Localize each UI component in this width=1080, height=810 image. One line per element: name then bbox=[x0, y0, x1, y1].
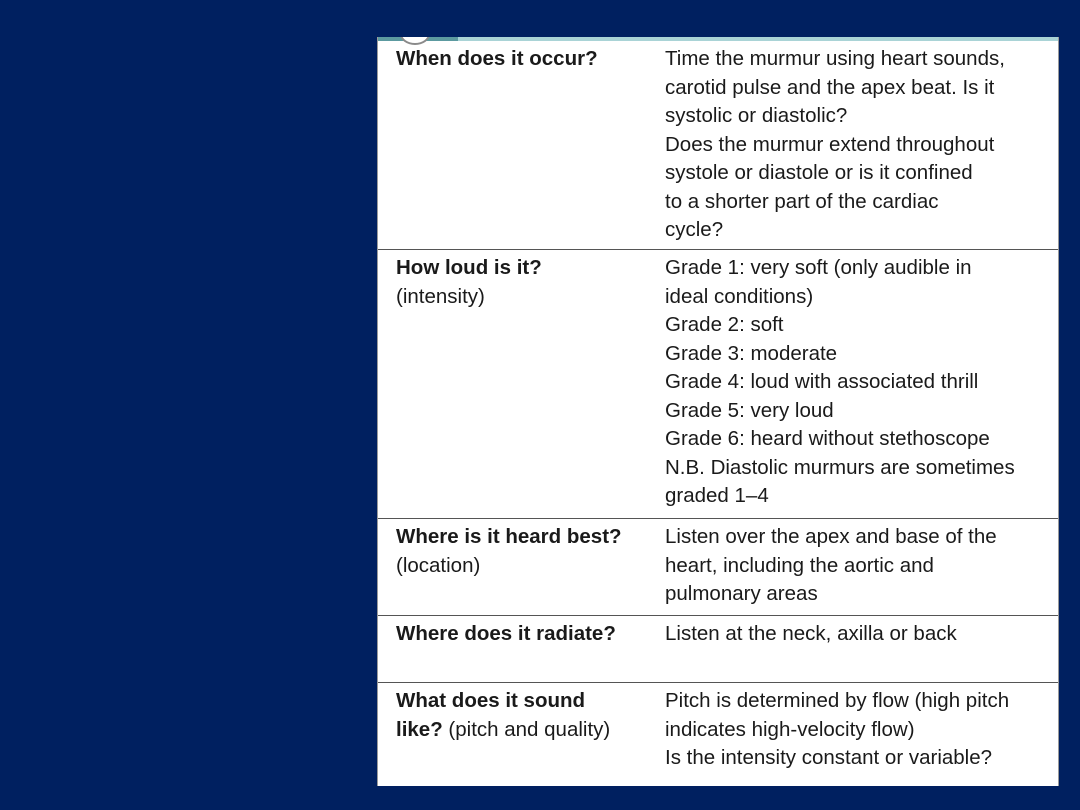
answer-line: Grade 4: loud with associated thrill bbox=[665, 370, 979, 393]
question-bold: Where does it radiate? bbox=[396, 622, 616, 645]
question-cell bbox=[378, 616, 639, 683]
answer-line: N.B. Diastolic murmurs are sometimes bbox=[665, 455, 1015, 479]
answer-line: Pitch is determined by flow (high pitch bbox=[665, 689, 1010, 712]
answer-line: graded 1–4 bbox=[665, 484, 769, 507]
answer-cell bbox=[639, 41, 1058, 250]
table-row bbox=[378, 683, 1058, 782]
answer-line: Grade 6: heard without stethoscope bbox=[665, 427, 990, 450]
answer-line: ideal conditions) bbox=[665, 284, 814, 308]
answer-line: indicates high-velocity flow) bbox=[665, 717, 915, 741]
question-bold: When does it occur? bbox=[396, 47, 598, 70]
answer-line: pulmonary areas bbox=[665, 582, 818, 605]
answer-cell bbox=[639, 616, 1058, 683]
answer-line: Is the intensity constant or variable? bbox=[665, 746, 993, 769]
answer-line: cycle? bbox=[665, 218, 724, 241]
answer-line: Grade 5: very loud bbox=[665, 398, 834, 422]
question-cell bbox=[378, 250, 639, 519]
question-qualifier: (location) bbox=[396, 553, 481, 577]
question-cell bbox=[378, 683, 639, 782]
answer-line: Grade 3: moderate bbox=[665, 341, 838, 365]
answer-line: to a shorter part of the cardiac bbox=[665, 189, 939, 213]
answer-line: heart, including the aortic and bbox=[665, 553, 934, 577]
question-bold: Where is it heard best? bbox=[396, 525, 622, 548]
answer-line: Listen over the apex and base of the bbox=[665, 525, 997, 548]
murmur-table bbox=[378, 41, 1058, 781]
answer-line: Grade 1: very soft (only audible in bbox=[665, 256, 972, 279]
question-bold: What does it sound like? bbox=[396, 689, 586, 741]
answer-line: Time the murmur using heart sounds, bbox=[665, 47, 1005, 70]
question-qualifier: (intensity) bbox=[396, 284, 485, 308]
answer-line: systolic or diastolic? bbox=[665, 104, 848, 127]
answer-line: systole or diastole or is it confined bbox=[665, 161, 973, 184]
question-qualifier: (pitch and quality) bbox=[448, 717, 611, 741]
murmur-assessment-table-image bbox=[377, 37, 1059, 786]
table-row bbox=[378, 250, 1058, 519]
question-cell bbox=[378, 519, 639, 616]
table-row bbox=[378, 519, 1058, 616]
answer-cell bbox=[639, 250, 1058, 519]
answer-cell bbox=[639, 519, 1058, 616]
answer-line: Grade 2: soft bbox=[665, 313, 784, 336]
question-cell bbox=[378, 41, 639, 250]
table-row bbox=[378, 616, 1058, 683]
answer-line: Does the murmur extend throughout bbox=[665, 132, 995, 156]
answer-cell bbox=[639, 683, 1058, 782]
answer-line: Listen at the neck, axilla or back bbox=[665, 622, 957, 645]
answer-line: carotid pulse and the apex beat. Is it bbox=[665, 75, 995, 99]
table-row bbox=[378, 41, 1058, 250]
question-bold: How loud is it? bbox=[396, 256, 542, 279]
